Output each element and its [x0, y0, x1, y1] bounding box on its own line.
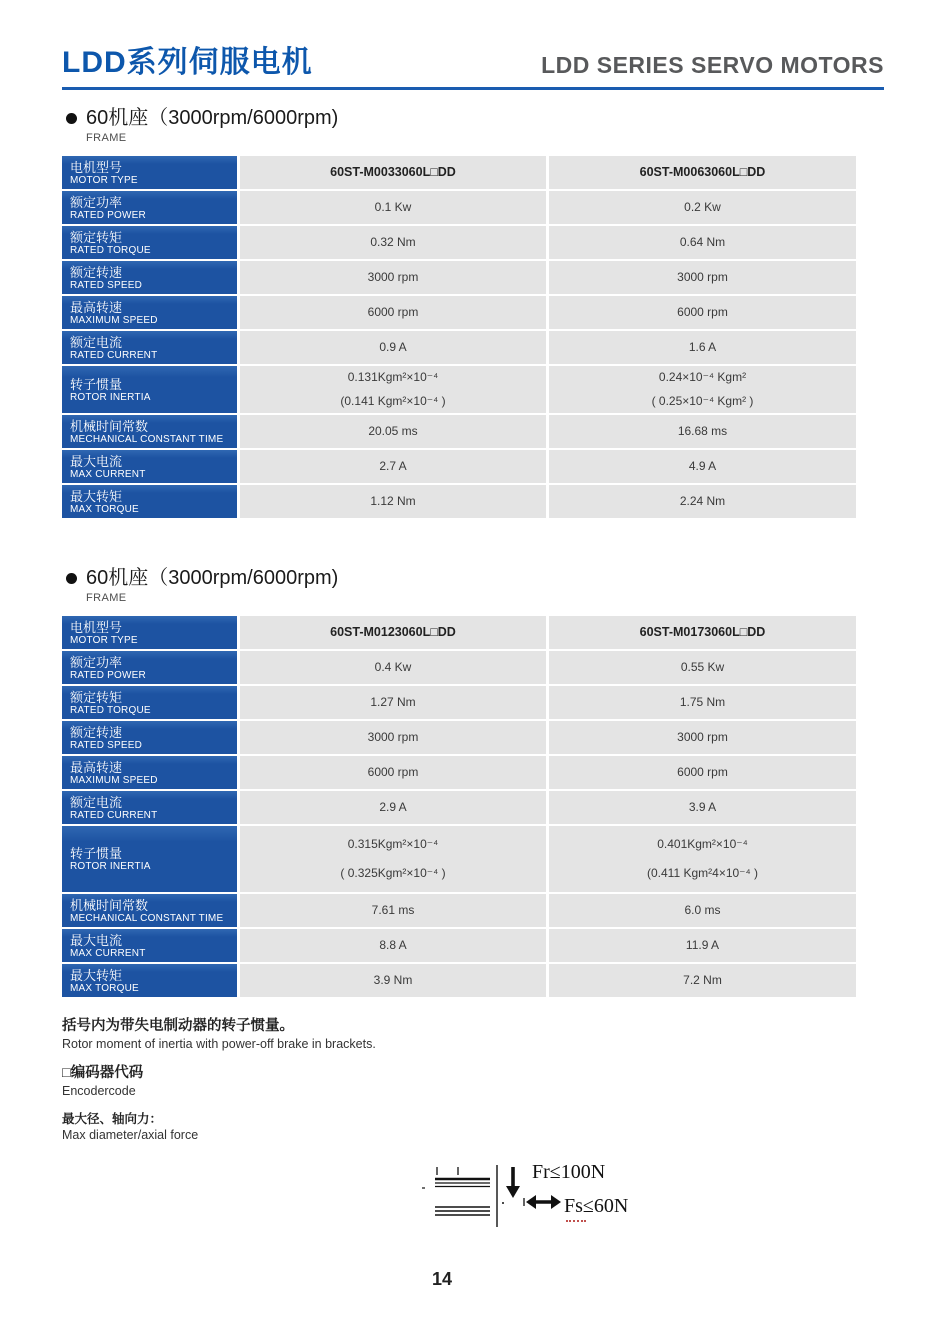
cell-value: 0.131Kgm²×10⁻⁴: [347, 370, 439, 384]
table-cell: [240, 686, 546, 719]
section-subtitle: FRAME: [86, 592, 127, 604]
cell-value: 11.9 A: [685, 938, 720, 952]
cell-value: ( 0.325Kgm²×10⁻⁴ ): [340, 866, 446, 880]
table-cell: [549, 651, 856, 684]
row-label: [62, 156, 237, 189]
cell-value: 8.8 A: [379, 938, 407, 952]
table-cell: [240, 296, 546, 329]
table-cell: [549, 616, 856, 649]
table-cell: [240, 721, 546, 754]
cell-value: 6.0 ms: [684, 903, 721, 917]
cell-value: 6000 rpm: [367, 765, 419, 779]
row-label-en: RATED TORQUE: [70, 704, 151, 716]
table-row: [62, 791, 856, 824]
cell-value: 16.68 ms: [677, 424, 728, 438]
row-label-zh: 最大电流: [70, 932, 123, 948]
row-label-zh: 电机型号: [70, 619, 123, 635]
cell-value: 7.61 ms: [371, 903, 415, 917]
cell-value: 1.75 Nm: [679, 695, 726, 709]
table-row: [62, 686, 856, 719]
row-label-zh: 额定电流: [70, 334, 123, 350]
row-label: [62, 651, 237, 684]
table-cell: [549, 756, 856, 789]
cell-value: 3000 rpm: [677, 730, 728, 744]
cell-value: 3000 rpm: [677, 270, 728, 284]
cell-value: 3000 rpm: [367, 270, 419, 284]
cell-value: 60ST-M0033060L□DD: [330, 165, 456, 179]
note-en: Encodercode: [62, 1084, 136, 1098]
section-heading: [62, 566, 884, 604]
cell-value: 0.24×10⁻⁴ Kgm²: [658, 370, 747, 384]
row-label-zh: 最大转矩: [70, 488, 123, 504]
table-cell: [549, 415, 856, 448]
row-label: [62, 964, 237, 997]
table-row: [62, 721, 856, 754]
row-label-zh: 转子惯量: [70, 846, 123, 861]
note-axial-force: [62, 1111, 884, 1144]
table-cell: [240, 156, 546, 189]
note-zh: 最大径、轴向力：: [62, 1112, 163, 1126]
section-title: 60机座（3000rpm/6000rpm): [86, 567, 339, 589]
axial-force-label: Fs≤60N: [564, 1195, 629, 1217]
table-cell: [240, 791, 546, 824]
row-label-zh: 额定转矩: [70, 229, 123, 245]
row-label-en: MECHANICAL CONSTANT TIME: [70, 433, 224, 445]
table-row: [62, 366, 856, 413]
cell-value: 3.9 Nm: [373, 973, 413, 987]
cell-value: 6000 rpm: [367, 305, 419, 319]
table-cell: [549, 261, 856, 294]
spec-section-1: [62, 106, 884, 518]
row-label: [62, 191, 237, 224]
row-label: [62, 929, 237, 962]
table-cell: [549, 929, 856, 962]
row-label-zh: 额定电流: [70, 794, 123, 810]
row-label-zh: 机械时间常数: [70, 418, 149, 434]
cell-value: 6000 rpm: [677, 305, 728, 319]
table-cell: [240, 485, 546, 518]
cell-value: 1.6 A: [688, 340, 717, 354]
row-label-en: RATED CURRENT: [70, 809, 158, 821]
cell-value: 60ST-M0173060L□DD: [639, 625, 766, 639]
cell-value: 1.27 Nm: [370, 695, 416, 709]
row-label: [62, 296, 237, 329]
row-label-en: RATED SPEED: [70, 739, 143, 751]
section-heading: [62, 106, 884, 144]
row-label-zh: 最大电流: [70, 453, 123, 469]
row-label: [62, 450, 237, 483]
note-en: Rotor moment of inertia with power-off brake in brackets.: [62, 1037, 376, 1051]
row-label-en: MOTOR TYPE: [70, 634, 138, 646]
row-label: [62, 331, 237, 364]
row-label-en: RATED TORQUE: [70, 244, 151, 256]
note-zh: □编码器代码: [62, 1065, 144, 1081]
cell-value: ( 0.25×10⁻⁴ Kgm² ): [651, 394, 754, 408]
table-cell: [549, 191, 856, 224]
spec-table-2: [62, 616, 856, 997]
row-label-en: ROTOR INERTIA: [70, 861, 151, 872]
cell-value: 2.7 A: [379, 459, 407, 473]
note-encoder: [62, 1064, 884, 1100]
table-cell: [240, 226, 546, 259]
cell-value: 7.2 Nm: [683, 973, 722, 987]
table-row: [62, 929, 856, 962]
note-zh: 括号内为带失电制动器的转子惯量。: [62, 1018, 294, 1034]
spellcheck-underline: [566, 1220, 586, 1222]
row-label-en: RATED POWER: [70, 669, 146, 681]
table-cell: [240, 415, 546, 448]
row-label-en: MECHANICAL CONSTANT TIME: [70, 912, 224, 924]
row-label: [62, 366, 237, 413]
page-title-en: LDD SERIES SERVO MOTORS: [541, 52, 884, 78]
cell-value: 60ST-M0123060L□DD: [330, 625, 456, 639]
row-label-en: MAXIMUM SPEED: [70, 314, 158, 326]
table-cell: [240, 331, 546, 364]
table-cell: [549, 296, 856, 329]
cell-value: 20.05 ms: [368, 424, 418, 438]
row-label: [62, 616, 237, 649]
row-label-en: MAX CURRENT: [70, 468, 146, 480]
cell-value: 0.1 Kw: [374, 200, 412, 214]
row-label: [62, 261, 237, 294]
table-row: [62, 296, 856, 329]
cell-value: 0.4 Kw: [374, 660, 412, 674]
row-label: [62, 415, 237, 448]
row-label-zh: 额定转速: [70, 724, 123, 740]
row-label-zh: 转子惯量: [70, 376, 123, 392]
spec-table-1: [62, 156, 856, 518]
row-label-zh: 额定转速: [70, 264, 123, 280]
table-cell: [549, 721, 856, 754]
cell-value: (0.411 Kgm²4×10⁻⁴ ): [647, 866, 758, 880]
radial-force-arrow-icon: [506, 1167, 520, 1198]
table-cell: [549, 366, 856, 413]
table-cell: [549, 686, 856, 719]
table-cell: [240, 964, 546, 997]
table-cell: [240, 894, 546, 927]
cell-value: 0.55 Kw: [680, 660, 725, 674]
axial-force-diagram: [420, 1155, 730, 1237]
cell-value: 1.12 Nm: [370, 494, 416, 508]
table-cell: [549, 826, 856, 892]
cell-value: 0.32 Nm: [370, 235, 416, 249]
page-title-zh: LDD系列伺服电机: [62, 46, 313, 79]
row-label: [62, 791, 237, 824]
section-subtitle: FRAME: [86, 132, 127, 144]
table-row: [62, 826, 856, 892]
row-label-zh: 额定转矩: [70, 689, 123, 705]
table-cell: [240, 261, 546, 294]
table-cell: [549, 485, 856, 518]
row-label-en: RATED CURRENT: [70, 349, 158, 361]
row-label-en: ROTOR INERTIA: [70, 391, 151, 403]
table-row: [62, 485, 856, 518]
cell-value: 0.9 A: [379, 340, 407, 354]
table-cell: [240, 826, 546, 892]
table-cell: [549, 964, 856, 997]
table-cell: [240, 191, 546, 224]
row-label-en: MAX CURRENT: [70, 947, 146, 959]
cell-value: 0.64 Nm: [679, 235, 726, 249]
table-cell: [549, 331, 856, 364]
section-bullet-icon: [66, 113, 77, 124]
table-cell: [240, 651, 546, 684]
row-label: [62, 485, 237, 518]
cell-value: 0.2 Kw: [684, 200, 721, 214]
table-cell: [549, 450, 856, 483]
section-title: 60机座（3000rpm/6000rpm): [86, 107, 339, 129]
note-en: Max diameter/axial force: [62, 1128, 199, 1142]
table-row: [62, 415, 856, 448]
table-row: [62, 191, 856, 224]
row-label-zh: 电机型号: [70, 159, 123, 175]
cell-value: 60ST-M0063060L□DD: [639, 165, 766, 179]
table-row: [62, 756, 856, 789]
radial-force-label: Fr≤100N: [532, 1161, 606, 1183]
cell-value: 3.9 A: [688, 800, 717, 814]
table-row: [62, 651, 856, 684]
row-label-en: MOTOR TYPE: [70, 174, 138, 186]
row-label: [62, 894, 237, 927]
row-label-zh: 额定功率: [70, 654, 123, 670]
row-label-zh: 额定功率: [70, 194, 123, 210]
row-label-zh: 最高转速: [70, 299, 123, 315]
row-label-en: RATED POWER: [70, 209, 146, 221]
section-bullet-icon: [66, 573, 77, 584]
table-row: [62, 894, 856, 927]
table-cell: [549, 791, 856, 824]
table-cell: [240, 366, 546, 413]
table-cell: [240, 616, 546, 649]
cell-value: 0.401Kgm²×10⁻⁴: [657, 837, 748, 851]
page-header: [62, 46, 884, 80]
cell-value: 0.315Kgm²×10⁻⁴: [347, 837, 439, 851]
table-cell: [549, 226, 856, 259]
row-label-en: MAX TORQUE: [70, 982, 139, 994]
table-cell: [549, 894, 856, 927]
note-brake: [62, 1017, 884, 1053]
header-rule: [62, 87, 884, 90]
row-label-en: MAX TORQUE: [70, 503, 139, 515]
row-label: [62, 826, 237, 892]
cell-value: 6000 rpm: [677, 765, 728, 779]
cell-value: 4.9 A: [688, 459, 717, 473]
row-label-zh: 最高转速: [70, 759, 123, 775]
row-label-en: MAXIMUM SPEED: [70, 774, 158, 786]
row-label-zh: 最大转矩: [70, 967, 123, 983]
table-row: [62, 261, 856, 294]
table-cell: [240, 450, 546, 483]
table-row: [62, 450, 856, 483]
table-cell: [549, 156, 856, 189]
row-label: [62, 226, 237, 259]
cell-value: 2.9 A: [379, 800, 407, 814]
table-row: [62, 964, 856, 997]
footnotes: [62, 1017, 884, 1144]
row-label-en: RATED SPEED: [70, 279, 143, 291]
cell-value: (0.141 Kgm²×10⁻⁴ ): [340, 394, 446, 408]
row-label-zh: 机械时间常数: [70, 897, 149, 913]
table-row: [62, 226, 856, 259]
table-cell: [240, 929, 546, 962]
table-row: [62, 156, 856, 189]
cell-value: 2.24 Nm: [679, 494, 726, 508]
row-label: [62, 756, 237, 789]
page-number: 14: [431, 1269, 453, 1289]
table-row: [62, 616, 856, 649]
axial-force-arrow-icon: [524, 1195, 561, 1209]
cell-value: 3000 rpm: [367, 730, 419, 744]
table-row: [62, 331, 856, 364]
table-cell: [240, 756, 546, 789]
row-label: [62, 721, 237, 754]
spec-section-2: [62, 566, 884, 997]
row-label: [62, 686, 237, 719]
